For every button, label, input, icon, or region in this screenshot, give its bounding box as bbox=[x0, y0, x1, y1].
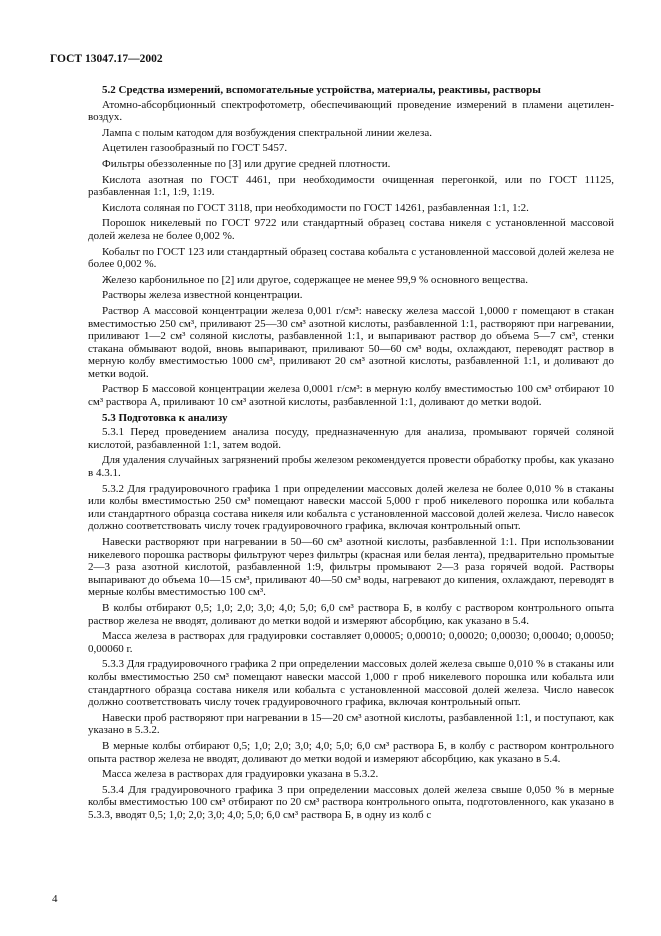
section-heading: 5.3 Подготовка к анализу bbox=[102, 411, 228, 424]
paragraph: Раствор А массовой концентрации железа 0,001 г/см³: навеску железа массой 1,0000 г помещают в стакан вместимостью 250 см³, приливают 25—30 см³ азотной кислоты, разбавленной 1:1, растворяют при нагревании, приливают 1—2 см³ соляной кислоты, разбавленной 1:1, и выпаривают раствор до объема 5—7 см³, стенки стакана обмывают водой, вновь выпаривают, приливают 50—60 см³ воды, охлаждают, переводят раствор в мерную колбу вместимостью 1000 см³, приливают 20 см³ азотной кислоты, разбавленной 1:1, и доливают до метки водой. bbox=[88, 304, 614, 380]
paragraph: Растворы железа известной концентрации. bbox=[102, 289, 303, 302]
document-body bbox=[88, 84, 614, 824]
paragraph: Железо карбонильное по [2] или другое, содержащее не менее 99,9 % основного вещества. bbox=[102, 273, 529, 286]
paragraph: Кобальт по ГОСТ 123 или стандартный образец состава кобальта с установленной массовой долей железа не более 0,002 %. bbox=[88, 245, 614, 271]
paragraph: Масса железа в растворах для градуировки указана в 5.3.2. bbox=[102, 768, 379, 781]
paragraph: 5.3.4 Для градуировочного графика 3 при определении массовых долей железа свыше 0,050 % в мерные колбы вместимостью 100 см³ отбирают по 20 см³ раствора контрольного опыта, подготовленного, как указано в 5.3.3, вводят 0,5; 1,0; 2,0; 3,0; 4,0; 5,0; 6,0 см³ раствора Б, в одну из колб с bbox=[88, 783, 614, 821]
paragraph: Навески проб растворяют при нагревании в 15—20 см³ азотной кислоты, разбавленной 1:1, и поступают, как указано в 5.3.2. bbox=[88, 711, 614, 737]
paragraph: 5.3.2 Для градуировочного графика 1 при определении массовых долей железа не более 0,010 % в стаканы или колбы вместимостью 250 см³ помещают навески массой 5,000 г проб никелевого порошка или кобальта или стандартного образца состава никеля или кобальта с установленной массовой долей железа. Число навесок должно соответствовать числу точек градуировочного графика, включая контрольный опыт. bbox=[88, 482, 614, 533]
paragraph: Масса железа в растворах для градуировки составляет 0,00005; 0,00010; 0,00020; 0,00030; 0,00040; 0,00050; 0,00060 г. bbox=[88, 630, 614, 655]
paragraph: Кислота азотная по ГОСТ 4461, при необходимости очищенная перегонкой, или по ГОСТ 11125, разбавленная 1:1, 1:9, 1:19. bbox=[88, 173, 614, 199]
paragraph: Ацетилен газообразный по ГОСТ 5457. bbox=[102, 142, 288, 155]
paragraph: В мерные колбы отбирают 0,5; 1,0; 2,0; 3,0; 4,0; 5,0; 6,0 см³ раствора Б, в колбу с раствором контрольного опыта раствор железа не вводят, доливают до метки водой и измеряют абсорбцию, как указано в 5.4. bbox=[88, 739, 614, 765]
paragraph: 5.3.3 Для градуировочного графика 2 при определении массовых долей железа свыше 0,010 % в стаканы или колбы вместимостью 250 см³ помещают навески массой 1,000 г проб никелевого порошка или кобальта или стандартного образца состава никеля или кобальта с установленной массовой долей железа. Число навесок должно соответствовать числу точек градуировочного графика, включая контрольный опыт. bbox=[88, 658, 614, 709]
paragraph: Для удаления случайных загрязнений пробы железом рекомендуется провести обработку пробы, как указано в 4.3.1. bbox=[88, 454, 614, 480]
page-number: 4 bbox=[52, 893, 58, 905]
section-heading: 5.2 Средства измерений, вспомогательные устройства, материалы, реактивы, растворы bbox=[102, 84, 541, 96]
paragraph: 5.3.1 Перед проведением анализа посуду, предназначенную для анализа, промывают горячей соляной кислотой, разбавленной 1:1, затем водой. bbox=[88, 426, 614, 451]
paragraph: Порошок никелевый по ГОСТ 9722 или стандартный образец состава никеля с установленной массовой долей железа не более 0,002 %. bbox=[88, 217, 614, 242]
paragraph: Атомно-абсорбционный спектрофотометр, обеспечивающий проведение измерений в пламени ацетилен-воздух. bbox=[88, 98, 614, 124]
document-header: ГОСТ 13047.17—2002 bbox=[50, 53, 163, 65]
paragraph: Навески растворяют при нагревании в 50—60 см³ азотной кислоты, разбавленной 1:1. При использовании никелевого порошка растворы фильтруют через фильтры (красная или белая лента), предварительно промытые 2—3 раза азотной кислотой, разбавленной 1:9, фильтры промывают 2—3 раза горячей водой. Растворы выпаривают до объема 10—15 см³, приливают 40—50 см³ воды, нагревают до кипения, охлаждают, переводят в мерные колбы вместимостью 100 см³. bbox=[88, 536, 614, 599]
paragraph: Кислота соляная по ГОСТ 3118, при необходимости по ГОСТ 14261, разбавленная 1:1, 1:2. bbox=[102, 201, 529, 214]
paragraph: В колбы отбирают 0,5; 1,0; 2,0; 3,0; 4,0; 5,0; 6,0 см³ раствора Б, в колбу с раствором контрольного опыта раствор железа не вводят, доливают до метки водой и измеряют абсорбцию, как указано в 5.4. bbox=[88, 601, 614, 627]
paragraph: Раствор Б массовой концентрации железа 0,0001 г/см³: в мерную колбу вместимостью 100 см³ отбирают 10 см³ раствора А, приливают 10 см³ азотной кислоты, разбавленной 1:1, доливают до метки водой. bbox=[88, 383, 614, 409]
paragraph: Лампа с полым катодом для возбуждения спектральной линии железа. bbox=[102, 126, 432, 139]
paragraph: Фильтры обеззоленные по [3] или другие средней плотности. bbox=[102, 157, 391, 170]
